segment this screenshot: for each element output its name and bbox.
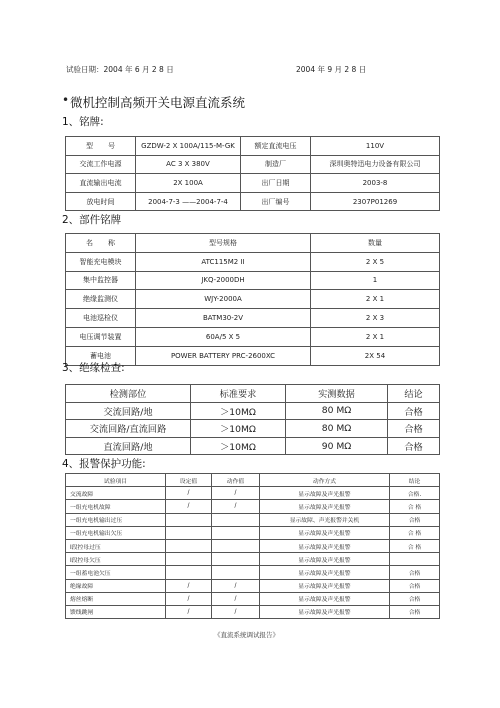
- table-cell: [212, 553, 260, 566]
- table-cell: 绝缘故障: [66, 579, 166, 592]
- table-cell: 显示故障及声光报警: [260, 526, 390, 539]
- table-cell: 一组充电机输出欠压: [66, 526, 166, 539]
- table-cell: 2 X 1: [311, 327, 440, 346]
- page-title: 微机控制高频开关电源直流系统: [70, 95, 246, 110]
- test-date-label: 试验日期：2004 年 6 月 2 8 日: [66, 65, 174, 74]
- table-header-row: [66, 385, 440, 403]
- table-cell: 合格: [390, 605, 440, 618]
- table-cell: /: [212, 500, 260, 513]
- table-cell: 直流输出电流: [66, 174, 136, 193]
- table-cell: 显示故障及声光报警: [260, 487, 390, 500]
- table-cell: BATM30-2V: [136, 309, 311, 328]
- table-cell: 合格: [390, 566, 440, 579]
- table-cell: 电池巡检仪: [66, 309, 136, 328]
- table-cell: 显示故障及声光报警: [260, 566, 390, 579]
- table-cell: /: [212, 592, 260, 605]
- table-cell: 2004-7-3 ——2004-7-4: [136, 192, 241, 211]
- table-cell: [390, 553, 440, 566]
- table-cell: 合格: [388, 420, 440, 438]
- table-cell: 电压调节装置: [66, 327, 136, 346]
- table-cell: 2307P01269: [311, 192, 440, 211]
- table-cell: 合格: [388, 402, 440, 420]
- table-cell: 额定直流电压: [241, 137, 311, 156]
- table-cell: 2 X 1: [311, 290, 440, 309]
- section-4-heading: 4、报警保护功能:: [62, 458, 146, 470]
- table-cell: 熔丝熔断: [66, 592, 166, 605]
- table-cell: 显示故障及声光报警: [260, 605, 390, 618]
- table-cell: [166, 539, 212, 552]
- table-cell: 显示故障及声光报警: [260, 592, 390, 605]
- table-row: [66, 420, 440, 438]
- table-cell: 显示故障及声光报警: [260, 553, 390, 566]
- table-row: [66, 174, 440, 193]
- table-cell: 110V: [311, 137, 440, 156]
- table-cell: 合格: [390, 579, 440, 592]
- table-cell: /: [166, 487, 212, 500]
- table-cell: 90 MΩ: [286, 437, 388, 455]
- table-cell: POWER BATTERY PRC-2600XC: [136, 346, 311, 365]
- table-cell: 60A/5 X 5: [136, 327, 311, 346]
- table-cell: GZDW-2 X 100A/115-M-GK: [136, 137, 241, 156]
- table-cell: [166, 553, 212, 566]
- table-row: [66, 605, 440, 618]
- table-row: [66, 526, 440, 539]
- table-cell: 交流回路/直流回路: [66, 420, 191, 438]
- table-header-cell: 数量: [311, 234, 440, 253]
- table-row: [66, 402, 440, 420]
- table-cell: 一组充电机故障: [66, 500, 166, 513]
- table-cell: 合格.: [390, 487, 440, 500]
- table-cell: 合格: [390, 592, 440, 605]
- table-cell: JKQ-2000DH: [136, 271, 311, 290]
- table-cell: 交流回路/地: [66, 402, 191, 420]
- table-cell: /: [212, 487, 260, 500]
- table-row: [66, 271, 440, 290]
- table-cell: 合格: [390, 513, 440, 526]
- table-header-row: [66, 474, 440, 487]
- table-header-cell: 名 称: [66, 234, 136, 253]
- table-row: [66, 192, 440, 211]
- table-cell: 2 X 5: [311, 252, 440, 271]
- table-cell: /: [166, 579, 212, 592]
- table-cell: 显示故障、声光报警并关机: [260, 513, 390, 526]
- table-cell: 1: [311, 271, 440, 290]
- table-cell: 蓄电池: [66, 346, 136, 365]
- table-cell: ＞10MΩ: [191, 402, 286, 420]
- table-cell: [166, 513, 212, 526]
- table-cell: 显示故障及声光报警: [260, 539, 390, 552]
- table-row: [66, 437, 440, 455]
- table-row: [66, 137, 440, 156]
- table-cell: 合 格: [390, 539, 440, 552]
- table-cell: 交流工作电源: [66, 155, 136, 174]
- table-cell: [212, 539, 260, 552]
- table-cell: 2003-8: [311, 174, 440, 193]
- table-row: [66, 553, 440, 566]
- table-row: [66, 487, 440, 500]
- table-cell: /: [212, 579, 260, 592]
- table-header-cell: 结论: [388, 385, 440, 403]
- table-cell: Ⅰ段控母过压: [66, 539, 166, 552]
- table-cell: AC 3 X 380V: [136, 155, 241, 174]
- table-cell: 显示故障及声光报警: [260, 500, 390, 513]
- table-cell: ＞10MΩ: [191, 420, 286, 438]
- table-cell: [212, 526, 260, 539]
- table-cell: 2X 54: [311, 346, 440, 365]
- report-date: 2004 年 9 月 2 8 日: [296, 65, 367, 74]
- table-header-cell: 结论: [390, 474, 440, 487]
- table-row: [66, 500, 440, 513]
- table-cell: 80 MΩ: [286, 420, 388, 438]
- table-cell: 直流回路/地: [66, 437, 191, 455]
- table-row: [66, 155, 440, 174]
- section-2-heading: 2、部件铭牌: [62, 214, 122, 226]
- document-caption: 《直流系统调试报告》: [214, 631, 279, 639]
- table-cell: 制造厂: [241, 155, 311, 174]
- table-cell: 合 格: [390, 500, 440, 513]
- table-row: [66, 309, 440, 328]
- table-cell: Ⅰ段控母欠压: [66, 553, 166, 566]
- table-header-cell: 型号规格: [136, 234, 311, 253]
- title-bullet: •: [62, 93, 70, 107]
- table-cell: [166, 526, 212, 539]
- table-cell: /: [166, 605, 212, 618]
- table-cell: 2X 100A: [136, 174, 241, 193]
- table-header-cell: 动作值: [212, 474, 260, 487]
- table-cell: 2 X 3: [311, 309, 440, 328]
- table-cell: [212, 566, 260, 579]
- table-row: [66, 327, 440, 346]
- table-cell: 出厂日期: [241, 174, 311, 193]
- table-header-cell: 实测数据: [286, 385, 388, 403]
- table-row: [66, 539, 440, 552]
- table-header-cell: 设定值: [166, 474, 212, 487]
- insulation-table: [65, 384, 440, 455]
- table-header-cell: 试验项目: [66, 474, 166, 487]
- table-cell: /: [166, 592, 212, 605]
- table-cell: 深圳奥特迅电力设备有限公司: [311, 155, 440, 174]
- table-row: [66, 579, 440, 592]
- table-cell: 80 MΩ: [286, 402, 388, 420]
- table-cell: 馈线跳闸: [66, 605, 166, 618]
- table-cell: 绝缘监测仪: [66, 290, 136, 309]
- table-cell: 合格: [388, 437, 440, 455]
- table-header-cell: 标准要求: [191, 385, 286, 403]
- table-cell: 显示故障及声光报警: [260, 579, 390, 592]
- table-cell: ATC115M2 II: [136, 252, 311, 271]
- table-cell: 智能充电模块: [66, 252, 136, 271]
- table-header-cell: 动作方式: [260, 474, 390, 487]
- table-header-row: [66, 234, 440, 253]
- section-1-heading: 1、铭牌:: [62, 116, 104, 128]
- table-cell: 型 号: [66, 137, 136, 156]
- table-cell: 一组蓄电池欠压: [66, 566, 166, 579]
- table-cell: ＞10MΩ: [191, 437, 286, 455]
- table-row: [66, 290, 440, 309]
- table-cell: /: [166, 500, 212, 513]
- table-row: [66, 252, 440, 271]
- components-table: [65, 233, 440, 366]
- table-row: [66, 592, 440, 605]
- section-3-heading: 3、绝缘检查:: [62, 362, 125, 374]
- table-cell: 放电时间: [66, 192, 136, 211]
- nameplate-table: [65, 136, 440, 211]
- table-cell: 交流故障: [66, 487, 166, 500]
- table-cell: /: [212, 605, 260, 618]
- table-cell: 出厂编号: [241, 192, 311, 211]
- table-row: [66, 566, 440, 579]
- table-row: [66, 513, 440, 526]
- table-cell: 合 格: [390, 526, 440, 539]
- alarm-protection-table: [65, 473, 440, 619]
- table-cell: WJY-2000A: [136, 290, 311, 309]
- table-header-cell: 检测部位: [66, 385, 191, 403]
- table-cell: 集中监控器: [66, 271, 136, 290]
- table-cell: [166, 566, 212, 579]
- table-cell: [212, 513, 260, 526]
- table-cell: 一组充电机输出过压: [66, 513, 166, 526]
